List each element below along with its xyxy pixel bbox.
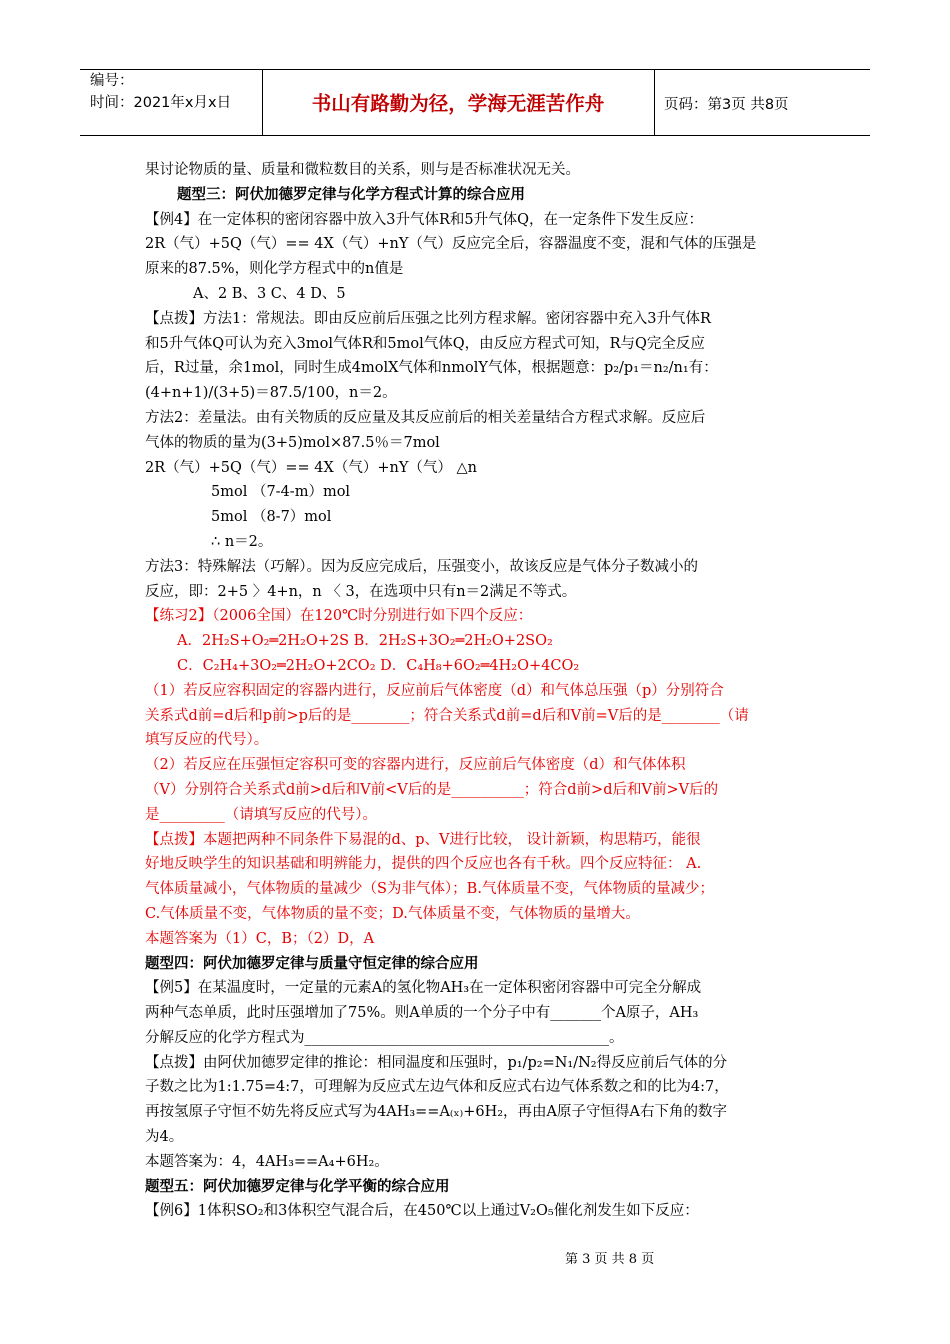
- text-line: （1）若反应容积固定的容器内进行，反应前后气体密度（d）和气体总压强（p）分别符合: [145, 682, 724, 699]
- text-line: 和5升气体Q可认为充入3mol气体R和5mol气体Q，由反应方程式可知，R与Q完全反应: [145, 335, 705, 352]
- text-line: 题型三：阿伏加德罗定律与化学方程式计算的综合应用: [177, 185, 525, 203]
- text-line: 本题答案为：4，4AH₃==A₄+6H₂。: [145, 1153, 389, 1170]
- text-line: 5mol （7-4-m）mol: [211, 484, 351, 501]
- text-line: 方法2：差量法。由有关物质的反应量及其反应前后的相关差量结合方程式求解。反应后: [145, 409, 706, 426]
- text-line: 【例4】在一定体积的密闭容器中放入3升气体R和5升气体Q，在一定条件下发生反应：: [145, 211, 703, 228]
- text-line: 题型五：阿伏加德罗定律与化学平衡的综合应用: [145, 1177, 450, 1195]
- text-line: 填写反应的代号）。: [145, 732, 269, 749]
- text-line: 再按氢原子守恒不妨先将反应式写为4AH₃==A₍ₓ₎+6H₂，再由A原子守恒得A右下角的数字: [145, 1104, 727, 1121]
- text-line: 【例5】在某温度时，一定量的元素A的氢化物AH₃在一定体积密闭容器中可完全分解成: [145, 980, 702, 997]
- text-line: 【点拨】方法1：常规法。即由反应前后压强之比列方程求解。密闭容器中充入3升气体R: [145, 310, 711, 327]
- document-body: [145, 158, 810, 1224]
- text-line: 【点拨】本题把两种不同条件下易混的d、p、V进行比较， 设计新颖，构思精巧，能很: [145, 831, 701, 848]
- text-line: 【例6】1体积SO₂和3体积空气混合后，在450℃以上通过V₂O₅催化剂发生如下反应：: [145, 1203, 699, 1220]
- text-line: C.气体质量不变，气体物质的量不变；D.气体质量不变，气体物质的量增大。: [145, 905, 640, 922]
- text-line: 【练习2】（2006全国）在120℃时分别进行如下四个反应：: [145, 608, 533, 625]
- text-line: 2R（气）+5Q（气）== 4X（气）+nY（气）反应完全后，容器温度不变，混和气体的压强是: [145, 236, 757, 253]
- text-line: 关系式d前=d后和p前>p后的是________；符合关系式d前=d后和V前=V后的是________（请: [145, 707, 749, 724]
- text-line: 原来的87.5%，则化学方程式中的n值是: [145, 261, 404, 278]
- text-line: A．2H₂S+O₂═2H₂O+2S B．2H₂S+3O₂═2H₂O+2SO₂: [177, 633, 553, 650]
- text-line: 为4。: [145, 1129, 184, 1146]
- text-line: 5mol （8-7）mol: [211, 509, 332, 526]
- text-line: C．C₂H₄+3O₂═2H₂O+2CO₂ D．C₄H₈+6O₂═4H₂O+4CO₂: [177, 657, 580, 674]
- page-footer: 第 3 页 共 8 页: [565, 1252, 655, 1267]
- text-line: 【点拨】由阿伏加德罗定律的推论：相同温度和压强时，p₁/p₂=N₁/N₂得反应前后气体的分: [145, 1054, 728, 1071]
- text-line: 两种气态单质，此时压强增加了75%。则A单质的一个分子中有_______个A原子，AH₃: [145, 1005, 699, 1022]
- text-line: ∴ n＝2。: [211, 533, 273, 550]
- text-line: (4+n+1)/(3+5)＝87.5/100，n＝2。: [145, 385, 397, 402]
- header-meta: [90, 70, 231, 114]
- text-line: 后，R过量，余1mol，同时生成4molX气体和nmolY气体，根据题意：p₂/p₁＝n₂/n₁有：: [145, 360, 718, 377]
- text-line: 气体的物质的量为(3+5)mol×87.5％＝7mol: [145, 434, 440, 451]
- text-line: （2）若反应在压强恒定容积可变的容器内进行，反应前后气体密度（d）和气体体积: [145, 757, 686, 774]
- text-line: 分解反应的化学方程式为__________________________________________。: [145, 1029, 624, 1046]
- text-line: 本题答案为（1）C，B；（2）D，A: [145, 930, 375, 947]
- text-line: 子数之比为1:1.75=4:7，可理解为反应式左边气体和反应式右边气体系数之和的比为4:7，: [145, 1079, 729, 1096]
- text-line: 方法3：特殊解法（巧解）。因为反应完成后，压强变小，故该反应是气体分子数减小的: [145, 558, 698, 575]
- text-line: 果讨论物质的量、质量和微粒数目的关系，则与是否标准状况无关。: [145, 162, 580, 178]
- text-line: 2R（气）+5Q（气）== 4X（气）+nY（气） △n: [145, 459, 478, 476]
- text-line: 反应，即：2+5 〉4+n，n 〈 3，在选项中只有n＝2满足不等式。: [145, 583, 577, 600]
- text-line: A、2 B、3 C、4 D、5: [193, 285, 346, 302]
- text-line: （V）分别符合关系式d前>d后和V前<V后的是__________；符合d前>d后和V前>V后的: [145, 781, 719, 798]
- text-line: 是_________（请填写反应的代号）。: [145, 806, 377, 823]
- header-divider-right: [654, 69, 655, 135]
- text-line: 题型四：阿伏加德罗定律与质量守恒定律的综合应用: [145, 954, 479, 972]
- text-line: 好地反映学生的知识基础和明辨能力，提供的四个反应也各有千秋。四个反应特征： A.: [145, 856, 702, 873]
- date-label: 时间：2021年x月x日: [90, 95, 232, 111]
- header-page-info: 页码：第3页 共8页: [664, 97, 789, 113]
- serial-label: 编号：: [90, 73, 134, 89]
- header-motto: 书山有路勤为径，学海无涯苦作舟: [311, 92, 605, 115]
- header-bottom-rule: [80, 135, 870, 136]
- text-line: 气体质量减小，气体物质的量减少（S为非气体）；B.气体质量不变，气体物质的量减少；: [145, 881, 714, 898]
